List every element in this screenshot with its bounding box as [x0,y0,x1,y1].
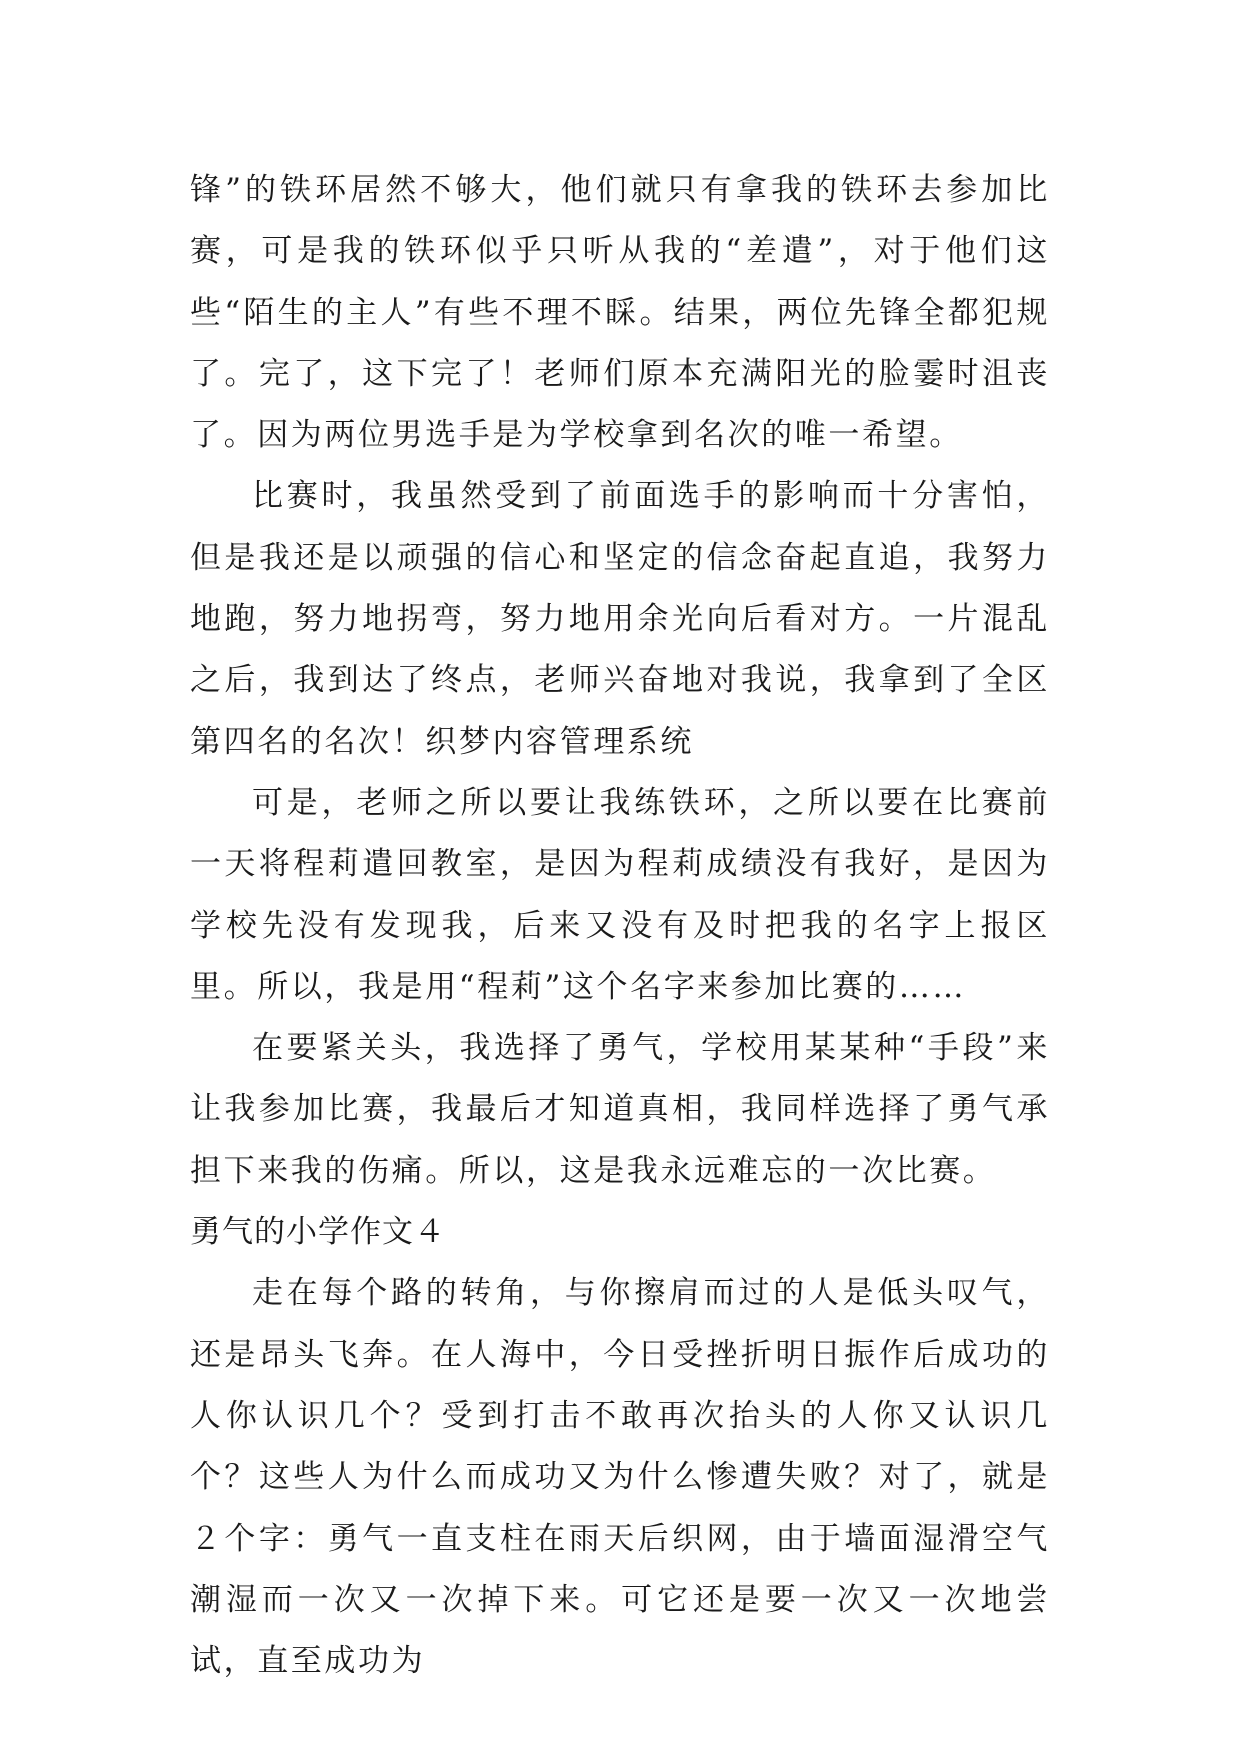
paragraph-continued: 锋”的铁环居然不够大，他们就只有拿我的铁环去参加比赛，可是我的铁环似乎只听从我的“差遣”，对于他们这些“陌生的主人”有些不理不睬。结果，两位先锋全都犯规了。完了，这下完了！老师们原本充满阳光的脸霎时沮丧了。因为两位男选手是为学校拿到名次的唯一希望。 [190,172,1050,454]
paragraph-courage: 在要紧关头，我选择了勇气，学校用某某种“手段”来让我参加比赛，我最后才知道真相，我同样选择了勇气承担下来我的伤痛。所以，这是我永远难忘的一次比赛。 [190,1030,1050,1189]
document-page [190,160,1050,1692]
paragraph-essay-4: 走在每个路的转角，与你擦肩而过的人是低头叹气，还是昂头飞奔。在人海中，今日受挫折明日振作后成功的人你认识几个？受到打击不敢再次抬头的人你又认识几个？这些人为什么而成功又为什么惨遭失败？对了，就是２个字：勇气一直支柱在雨天后织网，由于墙面湿滑空气潮湿而一次又一次掉下来。可它还是要一次又一次地尝试，直至成功为 [190,1275,1050,1680]
paragraph-truth: 可是，老师之所以要让我练铁环，之所以要在比赛前一天将程莉遣回教室，是因为程莉成绩没有我好，是因为学校先没有发现我，后来又没有及时把我的名字上报区里。所以，我是用“程莉”这个名字来参加比赛的…… [190,784,1050,1005]
section-heading: 勇气的小学作文４ [190,1214,446,1251]
paragraph-race: 比赛时，我虽然受到了前面选手的影响而十分害怕，但是我还是以顽强的信心和坚定的信念奋起直追，我努力地跑，努力地拐弯，努力地用余光向后看对方。一片混乱之后，我到达了终点，老师兴奋地对我说，我拿到了全区第四名的名次！织梦内容管理系统 [190,478,1050,760]
